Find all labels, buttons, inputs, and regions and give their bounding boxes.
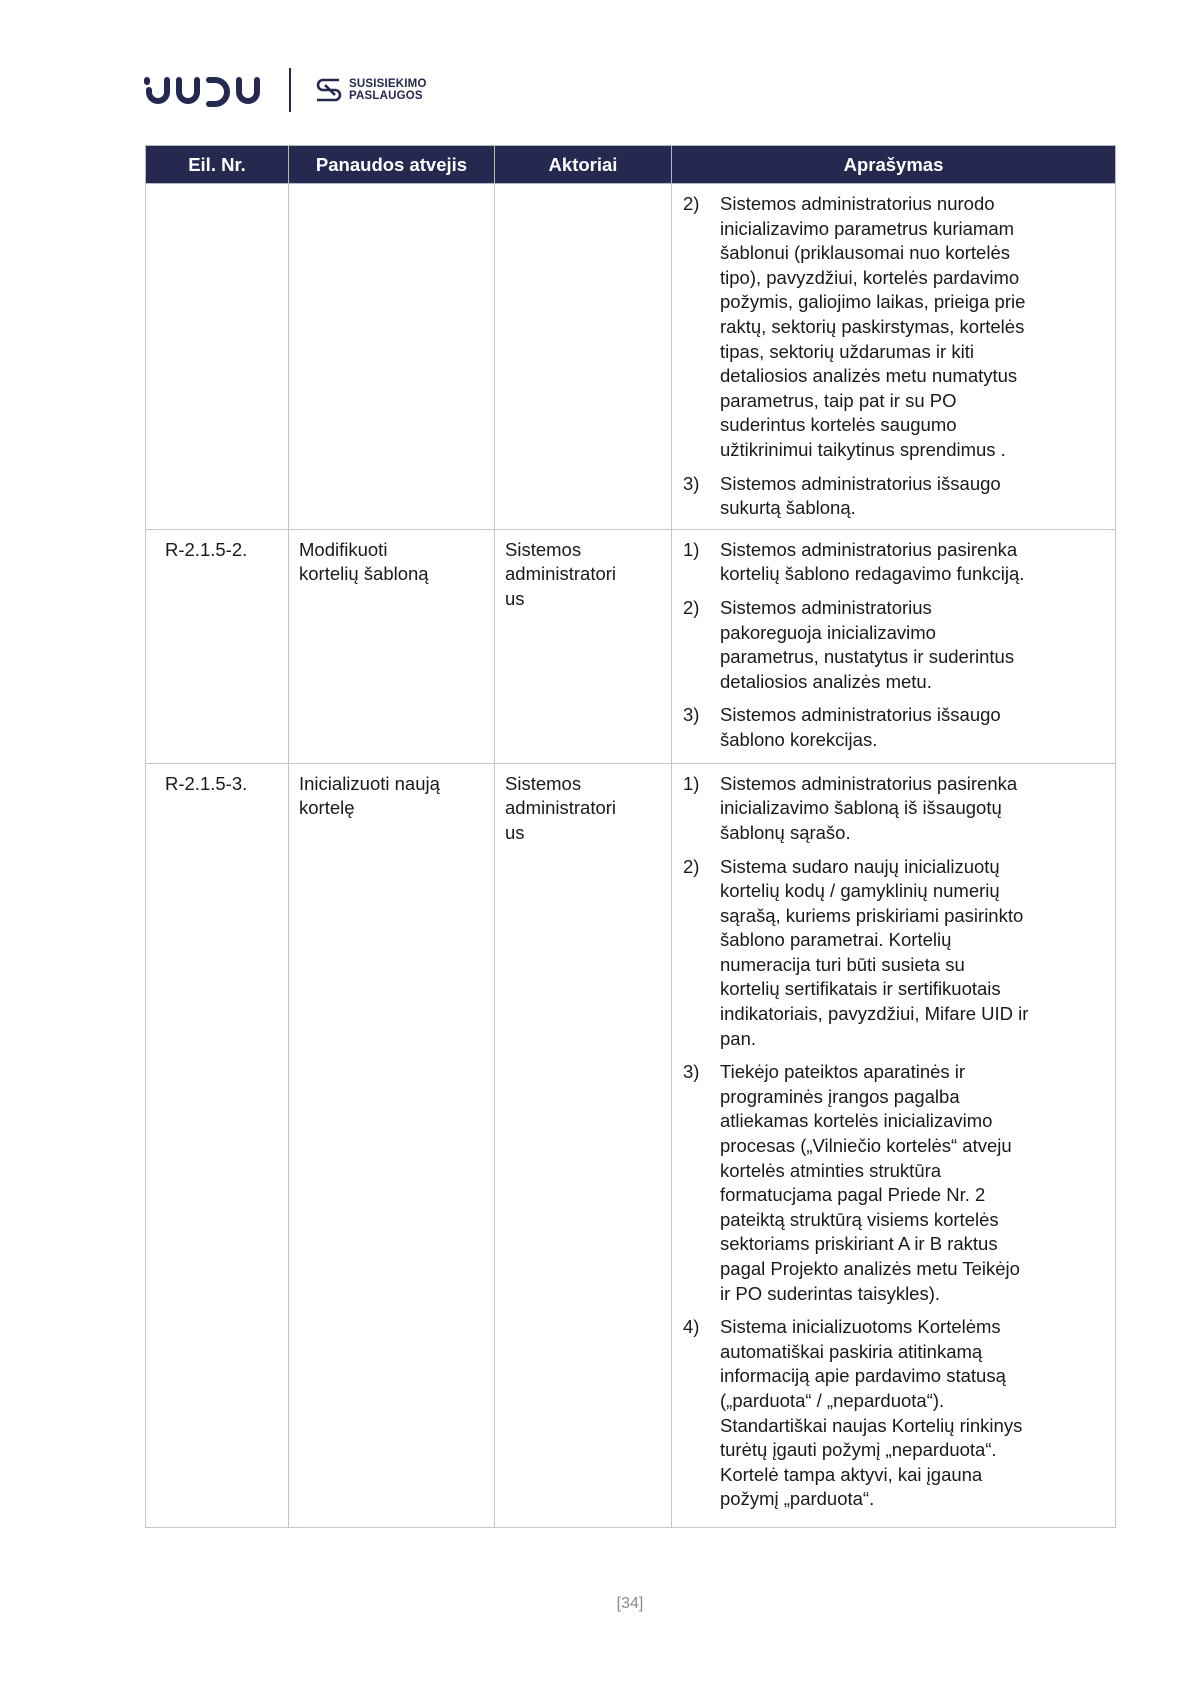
step-number: 2) <box>683 596 700 618</box>
row-description <box>672 763 1116 1527</box>
table-row <box>146 763 1116 1527</box>
column-header-panaudos-atvejis: Panaudos atvejis <box>289 146 495 184</box>
row-use-case: Inicializuoti naują kortelę <box>289 763 495 1527</box>
row-actors: Sistemos administratori us <box>495 529 672 763</box>
step-text: Sistemos administratorius nurodo inicializavimo parametrus kuriamam šablonui (priklausomai nuo kortelės tipo), pavyzdžiui, kortelės pardavimo požymis, galiojimo laikas, prieiga prie raktų, sektorių paskirstymas, kortelės tipas, sektorių uždarumas ir kiti detaliosios analizės metu numatytus parametrus, taip pat ir su PO suderintus kortelės saugumo užtikrinimui taikytinus sprendimus . <box>720 193 1026 460</box>
step-number: 2) <box>683 855 700 877</box>
row-actors <box>495 184 672 530</box>
step-text: Sistemos administratorius pakoreguoja inicializavimo parametrus, nustatytus ir suderintus detaliosios analizės metu. <box>720 596 1015 692</box>
row-description <box>672 184 1116 530</box>
judu-logo <box>143 70 267 110</box>
step-number: 1) <box>683 538 700 560</box>
row-use-case <box>289 184 495 530</box>
header-logos <box>143 68 427 112</box>
use-case-table <box>145 145 1116 1528</box>
susisiekimo-paslaugos-logo <box>313 76 427 104</box>
column-header-aprasymas: Aprašymas <box>672 146 1116 184</box>
step <box>682 1315 1105 1512</box>
step <box>682 703 1105 752</box>
step-text: Sistemos administratorius pasirenka inicializavimo šabloną iš išsaugotų šablonų sąrašo. <box>720 772 1018 843</box>
row-id <box>146 184 289 530</box>
row-description <box>672 529 1116 763</box>
table-row <box>146 184 1116 530</box>
step-number: 3) <box>683 1061 700 1083</box>
step <box>682 1060 1105 1306</box>
step <box>682 855 1105 1052</box>
step-number: 3) <box>683 472 700 494</box>
step-number: 1) <box>683 772 700 794</box>
row-use-case: Modifikuoti kortelių šabloną <box>289 529 495 763</box>
row-id: R-2.1.5-2. <box>146 529 289 763</box>
step <box>682 596 1105 694</box>
step <box>682 192 1105 463</box>
logo-divider <box>289 68 291 112</box>
column-header-aktoriai: Aktoriai <box>495 146 672 184</box>
step <box>682 772 1105 846</box>
step-number: 4) <box>683 1316 700 1338</box>
column-header-eil-nr: Eil. Nr. <box>146 146 289 184</box>
row-actors: Sistemos administratori us <box>495 763 672 1527</box>
step-text: Sistema sudaro naujų inicializuotų kortelių kodų / gamyklinių numerių sąrašą, kuriems priskiriami pasirinkto šablono parametrai. Kortelių numeracija turi būti susieta su kortelių sertifikatais ir sertifikuotais indikatoriais, pavyzdžiui, Mifare UID ir pan. <box>720 855 1029 1049</box>
step-text: Sistemos administratorius išsaugo sukurtą šabloną. <box>720 472 1001 519</box>
sp-mark-icon <box>313 76 345 104</box>
step-text: Sistemos administratorius pasirenka kortelių šablono redagavimo funkciją. <box>720 538 1025 585</box>
step-text: Sistema inicializuotoms Kortelėms automatiškai paskiria atitinkamą informaciją apie pardavimo statusą („parduota“ / „neparduota“). Standartiškai naujas Kortelių rinkinys turėtų įgauti požymį „neparduota“. Kortelė tampa aktyvi, kai įgauna požymį „parduota“. <box>720 1316 1023 1510</box>
page-number: [34] <box>616 1595 644 1612</box>
table-header-row <box>146 146 1116 184</box>
step <box>682 538 1105 587</box>
step-number: 3) <box>683 704 700 726</box>
step <box>682 472 1105 521</box>
step-text: Tiekėjo pateiktos aparatinės ir programinės įrangos pagalba atliekamas kortelės inicializavimo procesas („Vilniečio kortelės“ atveju kortelės atminties struktūra formatucjama pagal Priede Nr. 2 pateiktą struktūrą visiems kortelės sektoriams priskiriant A ir B raktus pagal Projekto analizės metu Teikėjo ir PO suderintas taisykles). <box>720 1061 1020 1304</box>
table-row <box>146 529 1116 763</box>
row-id: R-2.1.5-3. <box>146 763 289 1527</box>
sp-logo-text: SUSISIEKIMO PASLAUGOS <box>349 78 427 102</box>
step-number: 2) <box>683 193 700 214</box>
step-text: Sistemos administratorius išsaugo šablono korekcijas. <box>720 704 1001 750</box>
